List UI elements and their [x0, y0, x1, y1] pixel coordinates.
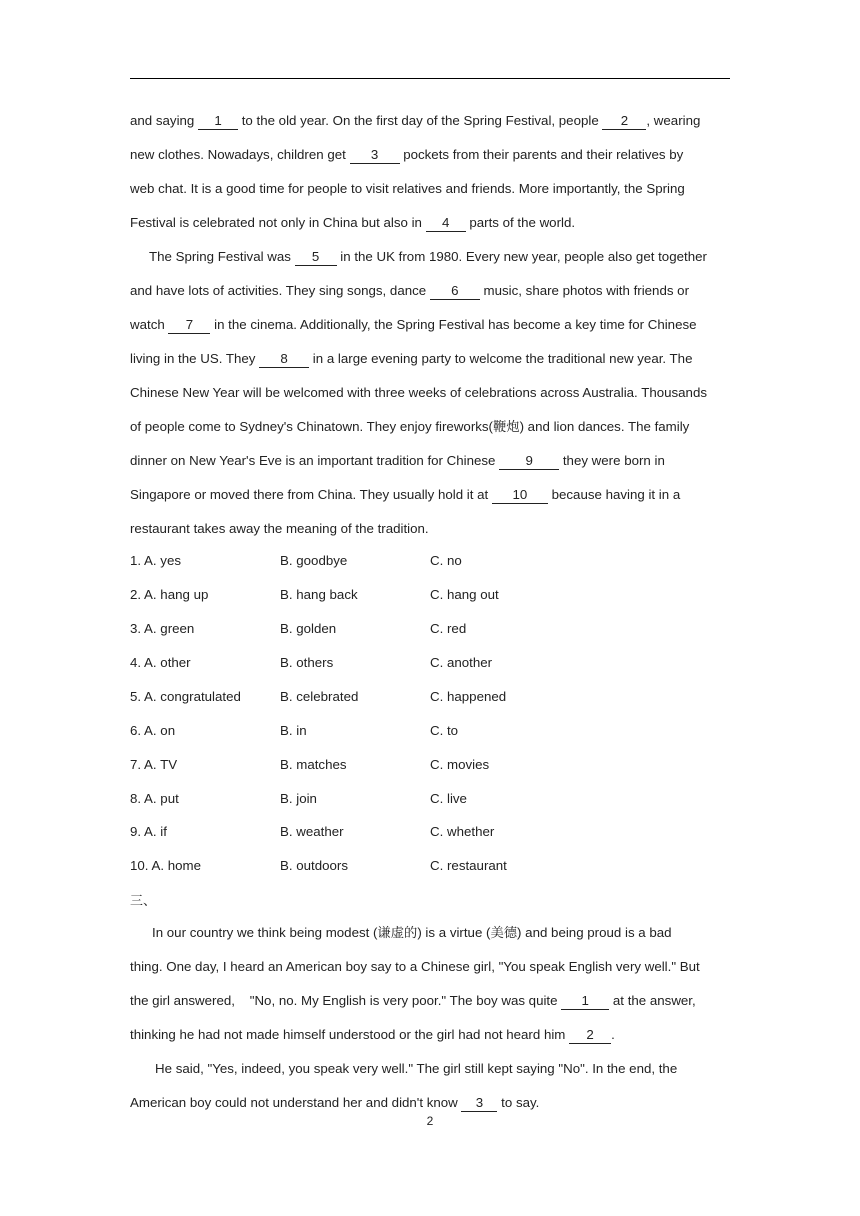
passage-line: and saying 1 to the old year. On the first day of the Spring Festival, people 2 , wearing [130, 113, 701, 128]
option-b[interactable]: B. weather [280, 824, 344, 839]
option-a[interactable]: 3. A. green [130, 621, 195, 636]
option-c[interactable]: C. whether [430, 824, 495, 839]
passage-line: He said, "Yes, indeed, you speak very well." The girl still kept saying "No". In the end, the [155, 1061, 678, 1076]
option-b[interactable]: B. others [280, 655, 334, 670]
blank-5[interactable]: 5 [295, 249, 337, 266]
option-b[interactable]: B. celebrated [280, 689, 359, 704]
option-row [130, 621, 730, 641]
passage-line: Singapore or moved there from China. They usually hold it at 10 because having it in a [130, 487, 681, 502]
option-a[interactable]: 1. A. yes [130, 553, 181, 568]
option-b[interactable]: B. join [280, 791, 317, 806]
option-row [130, 858, 730, 878]
blank-6[interactable]: 6 [430, 283, 480, 300]
option-b[interactable]: B. goodbye [280, 553, 348, 568]
blank-3[interactable]: 3 [350, 147, 400, 164]
passage-line: the girl answered, "No, no. My English is very poor." The boy was quite 1 at the answer, [130, 993, 696, 1008]
passage-line: thing. One day, I heard an American boy say to a Chinese girl, "You speak English very well." But [130, 959, 700, 974]
option-c[interactable]: C. restaurant [430, 858, 507, 873]
passage-line: web chat. It is a good time for people to visit relatives and friends. More importantly, the Spring [130, 181, 685, 196]
passage-line: and have lots of activities. They sing songs, dance 6 music, share photos with friends or [130, 283, 690, 298]
blank-2[interactable]: 2 [602, 113, 646, 130]
header-rule [130, 78, 730, 79]
option-a[interactable]: 7. A. TV [130, 757, 178, 772]
option-c[interactable]: C. another [430, 655, 493, 670]
option-row [130, 824, 730, 844]
passage-line: new clothes. Nowadays, children get 3 pockets from their parents and their relatives by [130, 147, 684, 162]
option-row [130, 587, 730, 607]
option-b[interactable]: B. golden [280, 621, 337, 636]
option-a[interactable]: 10. A. home [130, 858, 201, 873]
passage-line: thinking he had not made himself understood or the girl had not heard him 2 . [130, 1027, 615, 1042]
blank-9[interactable]: 9 [499, 453, 559, 470]
passage-line: dinner on New Year's Eve is an important tradition for Chinese 9 they were born in [130, 453, 665, 468]
option-c[interactable]: C. no [430, 553, 462, 568]
passage-line: American boy could not understand her and didn't know 3 to say. [130, 1095, 540, 1110]
option-a[interactable]: 2. A. hang up [130, 587, 209, 602]
option-row [130, 655, 730, 675]
passage-line: Festival is celebrated not only in China but also in 4 parts of the world. [130, 215, 576, 230]
option-row [130, 723, 730, 743]
passage-line: watch 7 in the cinema. Additionally, the Spring Festival has become a key time for Chinese [130, 317, 697, 332]
blank-1[interactable]: 1 [198, 113, 238, 130]
option-row [130, 791, 730, 811]
passage-line: of people come to Sydney's Chinatown. They enjoy fireworks(鞭炮) and lion dances. The family [130, 419, 690, 434]
option-row [130, 689, 730, 709]
option-a[interactable]: 4. A. other [130, 655, 191, 670]
passage-line: The Spring Festival was 5 in the UK from 1980. Every new year, people also get together [149, 249, 707, 264]
option-a[interactable]: 8. A. put [130, 791, 179, 806]
option-b[interactable]: B. in [280, 723, 307, 738]
option-b[interactable]: B. matches [280, 757, 347, 772]
option-c[interactable]: C. movies [430, 757, 490, 772]
option-a[interactable]: 9. A. if [130, 824, 167, 839]
option-b[interactable]: B. outdoors [280, 858, 349, 873]
blank-7[interactable]: 7 [168, 317, 210, 334]
option-c[interactable]: C. red [430, 621, 467, 636]
passage-line: Chinese New Year will be welcomed with three weeks of celebrations across Australia. Thousands [130, 385, 707, 400]
blank-8[interactable]: 8 [259, 351, 309, 368]
blank-2[interactable]: 2 [569, 1027, 611, 1044]
option-c[interactable]: C. hang out [430, 587, 499, 602]
passage-line: In our country we think being modest (谦虚的) is a virtue (美德) and being proud is a bad [152, 925, 672, 940]
section-number: 三、 [130, 894, 157, 909]
blank-4[interactable]: 4 [426, 215, 466, 232]
option-row [130, 553, 730, 573]
passage-line: living in the US. They 8 in a large evening party to welcome the traditional new year. The [130, 351, 693, 366]
blank-10[interactable]: 10 [492, 487, 548, 504]
option-c[interactable]: C. happened [430, 689, 507, 704]
option-a[interactable]: 6. A. on [130, 723, 176, 738]
option-b[interactable]: B. hang back [280, 587, 358, 602]
page-number: 2 [426, 1114, 434, 1128]
option-row [130, 757, 730, 777]
blank-1[interactable]: 1 [561, 993, 609, 1010]
option-c[interactable]: C. to [430, 723, 459, 738]
blank-3[interactable]: 3 [461, 1095, 497, 1112]
option-c[interactable]: C. live [430, 791, 467, 806]
passage-line: restaurant takes away the meaning of the tradition. [130, 521, 429, 536]
option-a[interactable]: 5. A. congratulated [130, 689, 241, 704]
